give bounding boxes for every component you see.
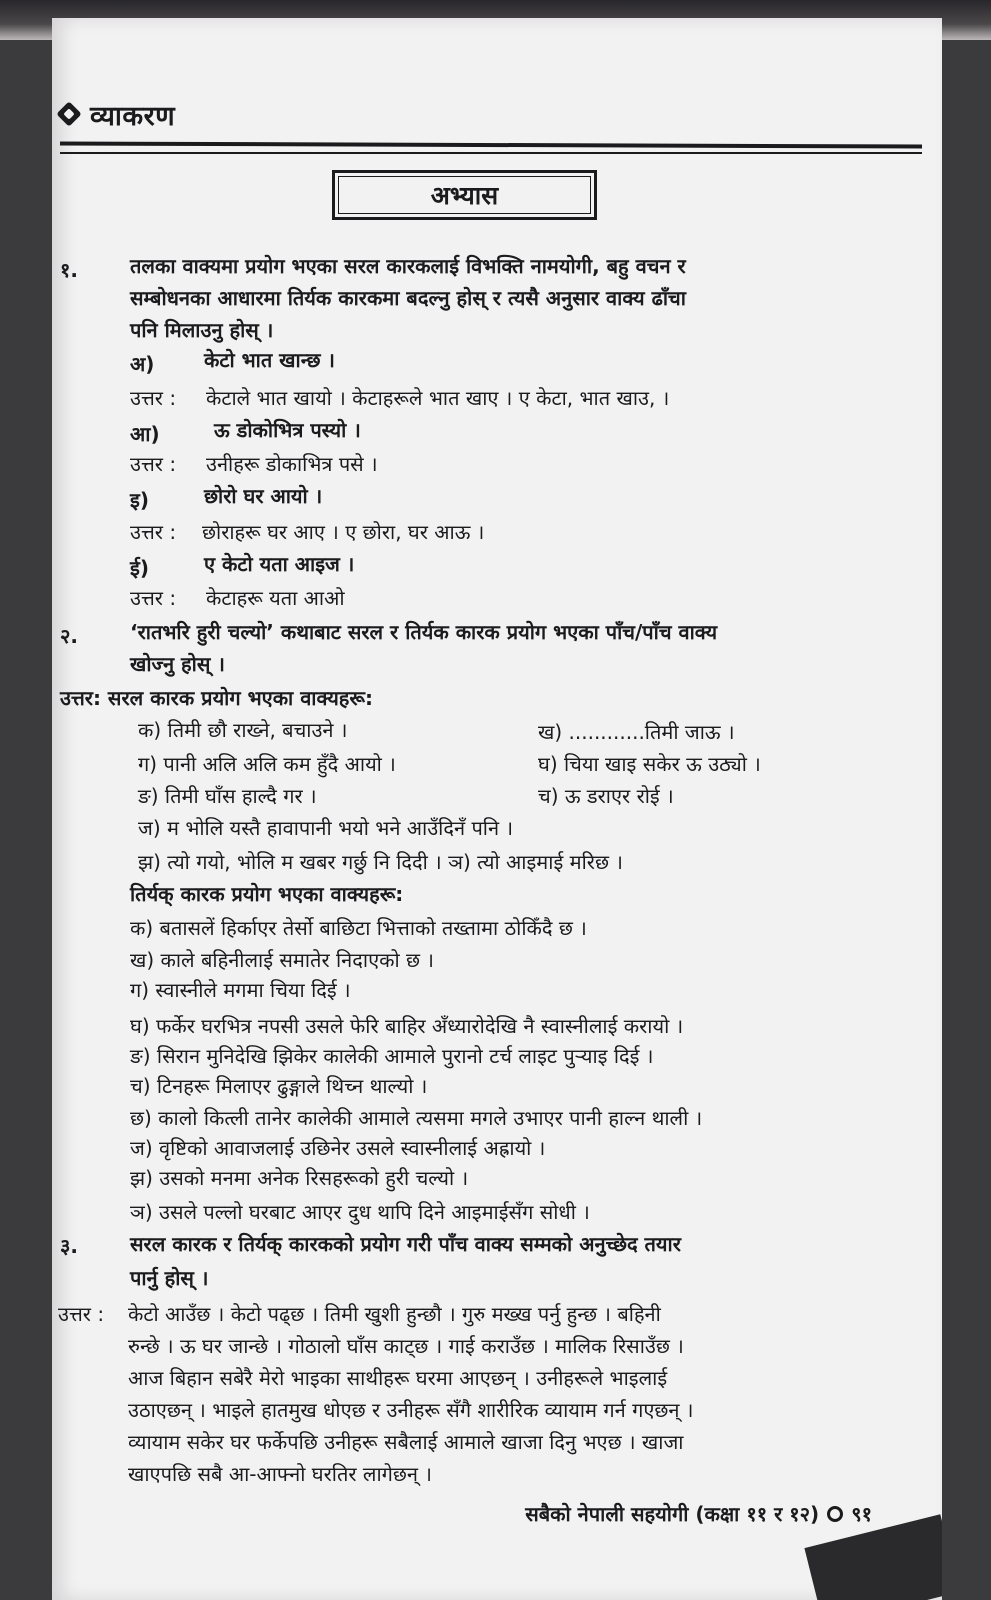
q2-simple-1-left: क) तिमी छौ राख्ने, बचाउने । bbox=[138, 718, 348, 742]
q2-oblique-8: ज) वृष्टिको आवाजलाई उछिनेर उसले स्वास्नीलाई अह्रायो । bbox=[130, 1136, 546, 1160]
footer-page-number: ९१ bbox=[851, 1502, 872, 1526]
q2-oblique-3: ग) स्वास्नीले मगमा चिया दिई । bbox=[130, 978, 351, 1002]
q1-line-3: पनि मिलाउनु होस् । bbox=[130, 318, 274, 342]
q2-line-2: खोज्नु होस् । bbox=[130, 652, 225, 676]
exercise-title: अभ्यास bbox=[338, 176, 591, 214]
q2-oblique-6: च) टिनहरू मिलाएर ढुङ्गाले थिच्न थाल्यो । bbox=[130, 1074, 428, 1098]
q1-item-i-label: इ) bbox=[130, 488, 149, 512]
q1-item-ii-answer-label: उत्तर : bbox=[130, 586, 177, 610]
circle-icon bbox=[827, 1506, 843, 1522]
q2-simple-2-right: घ) चिया खाइ सकेर ऊ उठ्यो । bbox=[538, 752, 761, 776]
q2-oblique-10: ञ) उसले पल्लो घरबाट आएर दुध थापि दिने आइमाईसँग सोधी । bbox=[130, 1200, 590, 1224]
q3-answer-line-6: खाएपछि सबै आ-आफ्नो घरतिर लागेछन् । bbox=[128, 1462, 432, 1486]
q1-line-1: तलका वाक्यमा प्रयोग भएका सरल कारकलाई विभक्ति नामयोगी, बहु वचन र bbox=[130, 254, 686, 278]
q2-oblique-4: घ) फर्केर घरभित्र नपसी उसले फेरि बाहिर अँध्यारोदेखि नै स्वास्नीलाई करायो । bbox=[130, 1014, 684, 1038]
q3-answer-line-1: केटो आउँछ । केटो पढ्छ । तिमी खुशी हुन्छौ । गुरु मख्ख पर्नु हुन्छ । बहिनी bbox=[128, 1302, 661, 1326]
q1-item-aa-answer-label: उत्तर : bbox=[130, 452, 177, 476]
q2-line-1: ‘रातभरि हुरी चल्यो’ कथाबाट सरल र तिर्यक कारक प्रयोग भएका पाँच/पाँच वाक्य bbox=[130, 620, 718, 644]
q2-simple-5: झ) त्यो गयो, भोलि म खबर गर्छु नि दिदी । ञ) त्यो आइमाई मरिछ । bbox=[138, 850, 623, 874]
q2-oblique-1: क) बतासलें हिर्काएर तेर्सो बाछिटा भित्ताको तख्तामा ठोकिँदै छ । bbox=[130, 916, 587, 940]
header-rule-thick bbox=[60, 141, 922, 148]
q3-answer-line-3: आज बिहान सबेरै मेरो भाइका साथीहरू घरमा आएछन् । उनीहरूले भाइलाई bbox=[128, 1366, 668, 1390]
q2-oblique-9: झ) उसको मनमा अनेक रिसहरूको हुरी चल्यो । bbox=[130, 1166, 469, 1190]
q1-item-a-answer: केटाले भात खायो । केटाहरूले भात खाए । ए केटा, भात खाउ, । bbox=[206, 386, 670, 410]
page-corner-shadow bbox=[804, 1514, 942, 1600]
q1-item-i-sentence: छोरो घर आयो । bbox=[204, 484, 323, 508]
q3-line-2: पार्नु होस् । bbox=[130, 1266, 209, 1290]
q1-item-aa-answer: उनीहरू डोकाभित्र पसे । bbox=[206, 452, 378, 476]
book-page bbox=[52, 18, 942, 1600]
q1-item-i-answer-label: उत्तर : bbox=[130, 520, 177, 544]
q2-number: २. bbox=[60, 624, 78, 648]
q2-simple-3-left: ङ) तिमी घाँस हाल्दै गर । bbox=[138, 784, 317, 808]
q1-item-aa-label: आ) bbox=[130, 422, 160, 446]
q3-answer-line-4: उठाएछन् । भाइले हातमुख धोएछ र उनीहरू सँगै शारीरिक व्यायाम गर्न गएछन् । bbox=[128, 1398, 694, 1422]
q1-line-2: सम्बोधनका आधारमा तिर्यक कारकमा बदल्नु होस् र त्यसै अनुसार वाक्य ढाँचा bbox=[130, 286, 686, 310]
q3-line-1: सरल कारक र तिर्यक् कारकको प्रयोग गरी पाँच वाक्य सम्मको अनुच्छेद तयार bbox=[130, 1232, 681, 1256]
q2-simple-2-left: ग) पानी अलि अलि कम हुँदै आयो । bbox=[138, 752, 396, 776]
q1-item-a-answer-label: उत्तर : bbox=[130, 386, 177, 410]
section-title: व्याकरण bbox=[90, 100, 176, 132]
q1-item-ii-answer: केटाहरू यता आओ bbox=[206, 586, 345, 610]
q2-oblique-7: छ) कालो कित्ली तानेर कालेकी आमाले त्यसमा मगले उभाएर पानी हाल्न थाली । bbox=[130, 1106, 703, 1130]
q2-oblique-2: ख) काले बहिनीलाई समातेर निदाएको छ । bbox=[130, 948, 434, 972]
exercise-title-box bbox=[332, 170, 597, 220]
q2-simple-1-right: ख) ............तिमी जाऊ । bbox=[538, 720, 735, 744]
q3-answer-line-5: व्यायाम सकेर घर फर्केपछि उनीहरू सबैलाई आमाले खाजा दिनु भएछ । खाजा bbox=[128, 1430, 684, 1454]
q1-item-ii-sentence: ए केटो यता आइज । bbox=[204, 552, 355, 576]
q2-simple-3-right: च) ऊ डराएर रोई । bbox=[538, 784, 674, 808]
q3-answer-line-2: रुन्छे । ऊ घर जान्छे । गोठालो घाँस काट्छ । गाई कराउँछ । मालिक रिसाउँछ । bbox=[128, 1334, 684, 1358]
q1-number: १. bbox=[60, 258, 78, 282]
footer-book-title: सबैको नेपाली सहयोगी (कक्षा ११ र १२) bbox=[525, 1502, 820, 1526]
header-rule-thin bbox=[60, 152, 922, 154]
q3-number: ३. bbox=[60, 1234, 78, 1258]
q2-oblique-heading: तिर्यक् कारक प्रयोग भएका वाक्यहरू: bbox=[130, 882, 404, 906]
q2-answer-heading: उत्तर: सरल कारक प्रयोग भएका वाक्यहरू: bbox=[60, 686, 373, 710]
section-header bbox=[60, 96, 175, 132]
page-footer bbox=[525, 1500, 872, 1527]
q1-item-a-sentence: केटो भात खान्छ । bbox=[204, 348, 336, 372]
q3-answer-label: उत्तर : bbox=[58, 1302, 105, 1326]
diamond-icon bbox=[56, 101, 81, 126]
q2-oblique-5: ङ) सिरान मुनिदेखि झिकेर कालेकी आमाले पुरानो टर्च लाइट पुऱ्याइ दिई । bbox=[130, 1044, 654, 1068]
q1-item-a-label: अ) bbox=[130, 352, 155, 376]
q1-item-ii-label: ई) bbox=[130, 556, 149, 580]
q2-simple-4: ज) म भोलि यस्तै हावापानी भयो भने आउँदिनँ पनि । bbox=[138, 816, 514, 840]
q1-item-aa-sentence: ऊ डोकोभित्र पस्यो । bbox=[214, 418, 361, 442]
q1-item-i-answer: छोराहरू घर आए । ए छोरा, घर आऊ । bbox=[202, 520, 485, 544]
